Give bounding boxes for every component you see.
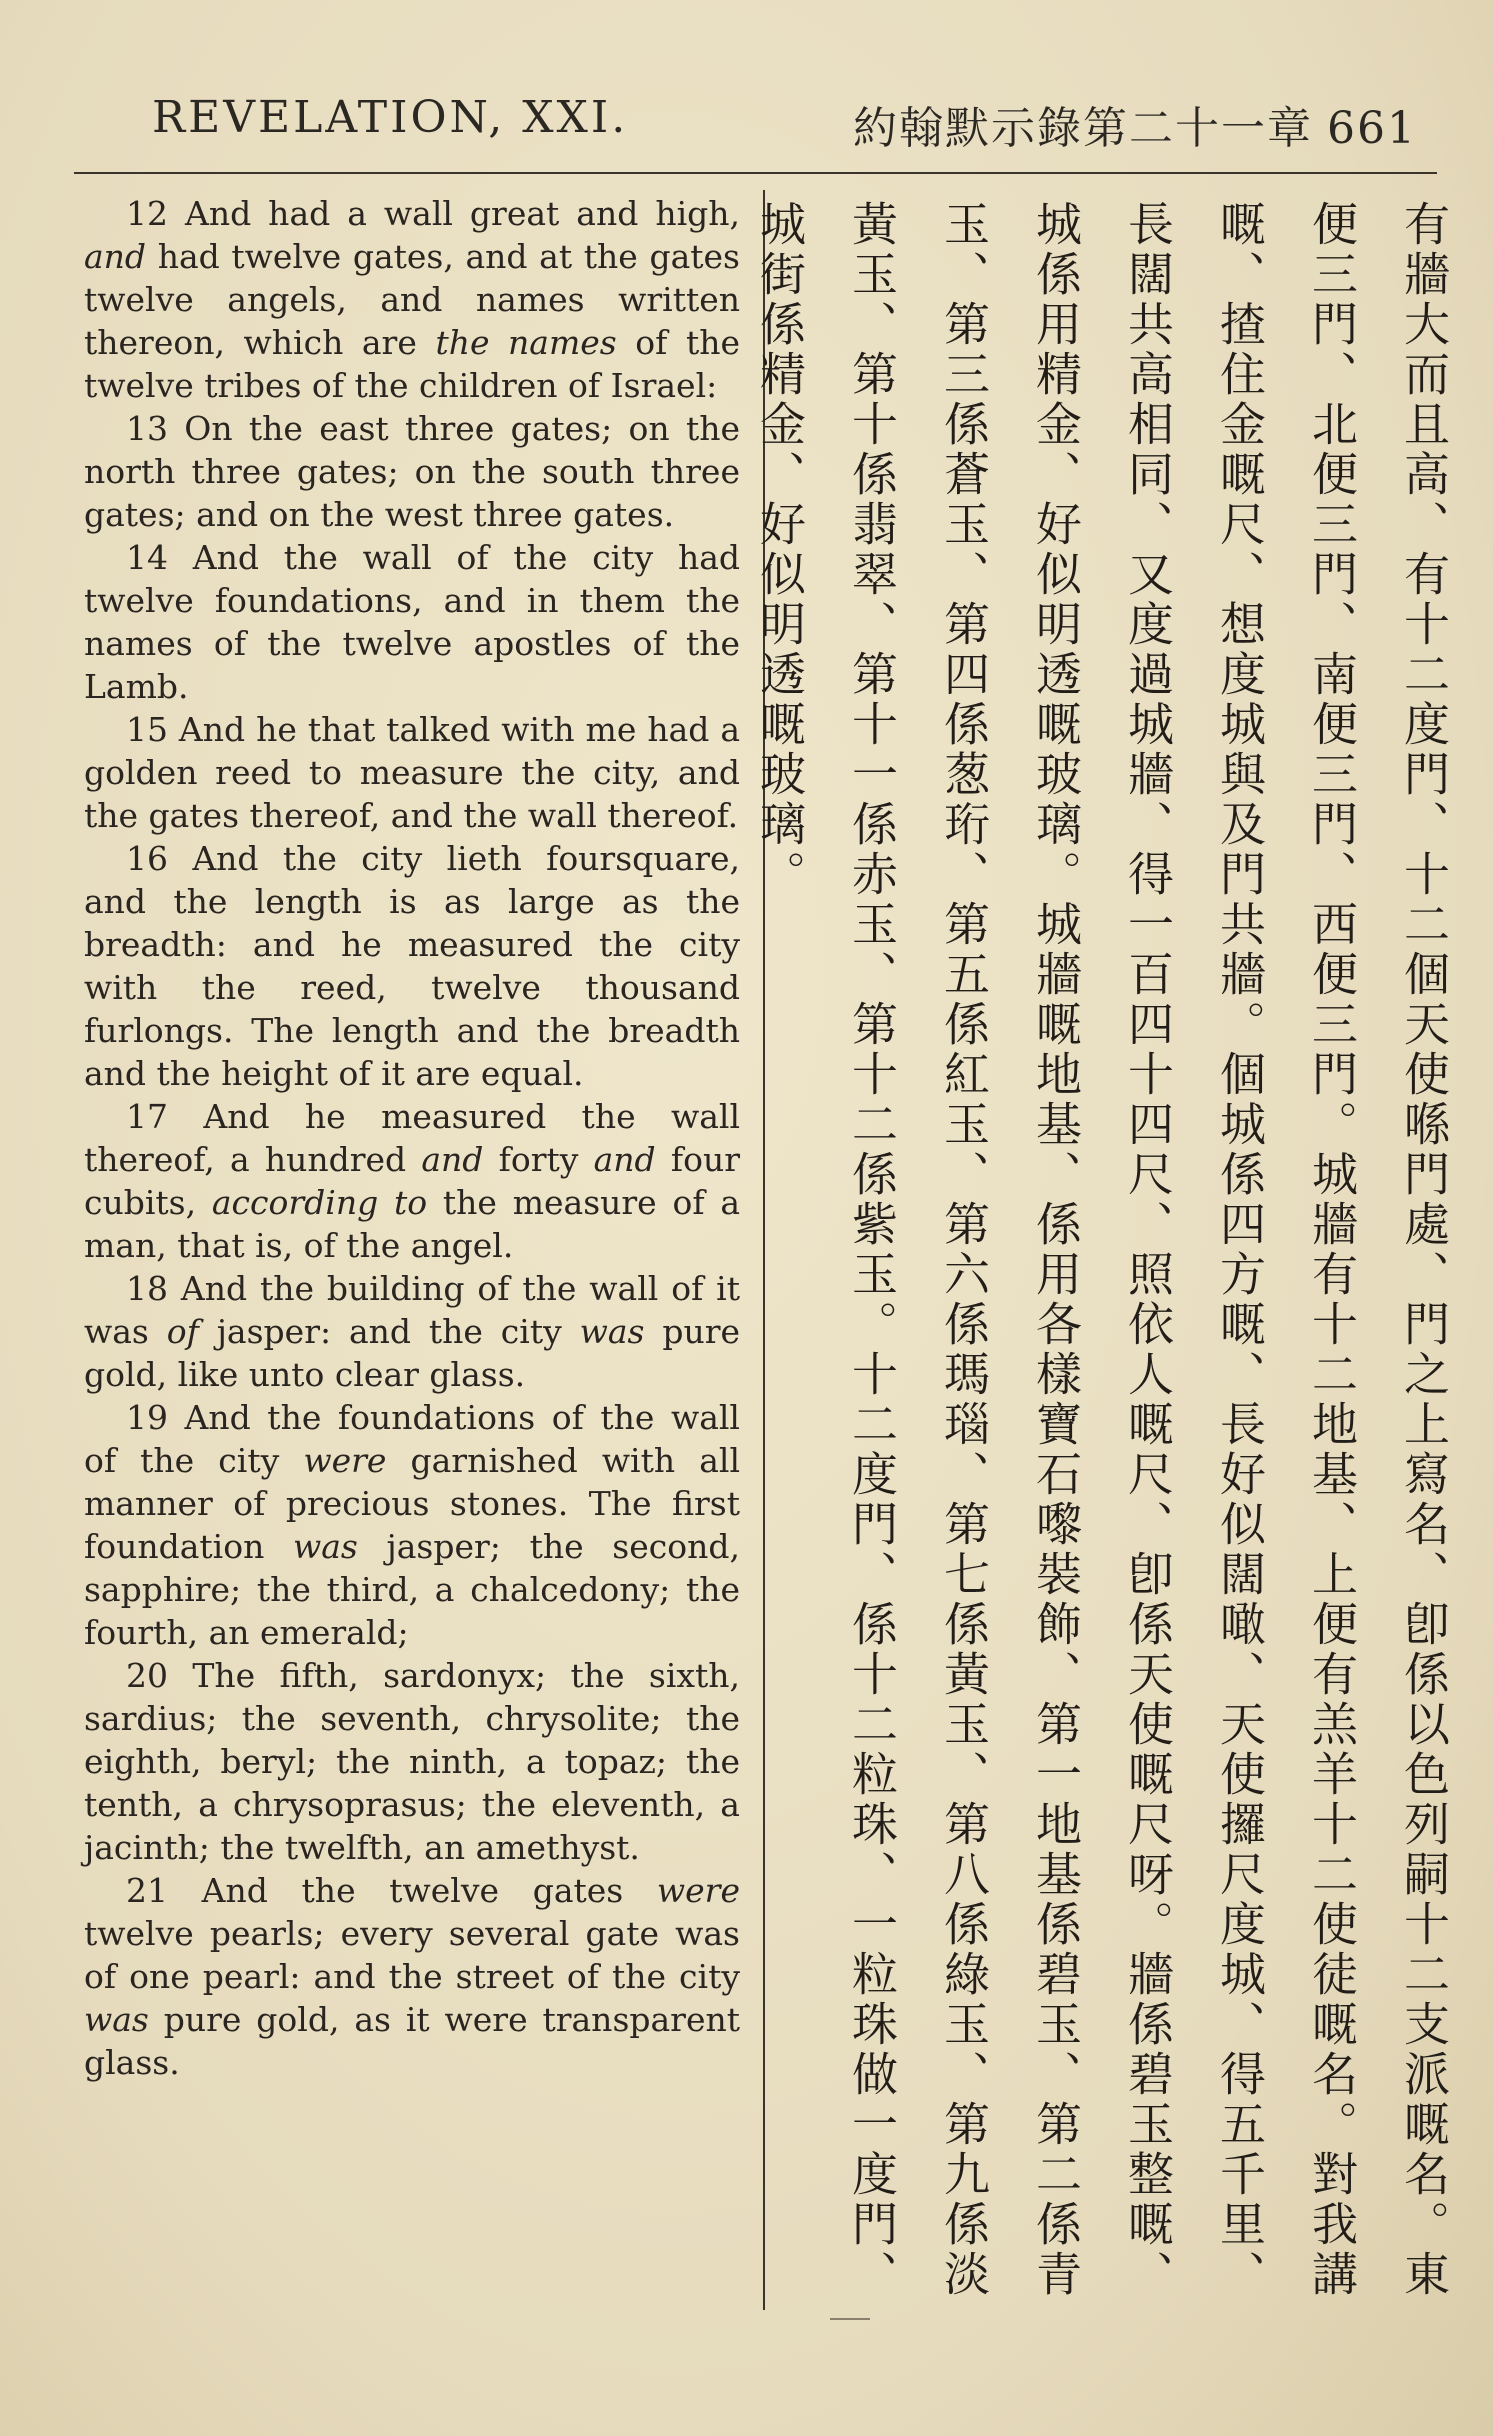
verse-text: had twelve gates, and at the gates twelve angels, and names written thereon, which are [84, 237, 740, 362]
verse-text: 21 And the twelve gates [126, 1871, 657, 1910]
verse-text: and [84, 237, 147, 276]
chinese-column [753, 200, 1470, 2300]
verse-text: were [656, 1871, 740, 1910]
verse-text: were [303, 1441, 387, 1480]
page-number: 661 [1327, 103, 1417, 154]
verse-text: the names [435, 323, 617, 362]
verse-15 [84, 708, 740, 837]
verse-18 [84, 1267, 740, 1396]
verse-text: 13 On the east three gates; on the north three gates; on the south three gates; and on the west three gates. [84, 409, 740, 534]
verse-text: jasper: and the city [198, 1312, 580, 1351]
verse-text: twelve pearls; every several gate was of one pearl: and the street of the city [84, 1914, 740, 1996]
verse-13 [84, 407, 740, 536]
header-rule [74, 172, 1437, 174]
verse-19 [84, 1396, 740, 1654]
verse-text: garnished with all manner of precious stones. The first foundation [84, 1441, 740, 1566]
english-column [84, 192, 740, 2084]
verse-text: 19 And the foundations of the wall of the city [84, 1398, 740, 1480]
verse-text: 14 And the wall of the city had twelve foundations, and in them the names of the twelve apostles of the Lamb. [84, 538, 740, 706]
verse-14 [84, 536, 740, 708]
verse-17 [84, 1095, 740, 1267]
verse-text: 12 And had a wall great and high, [126, 194, 740, 233]
verse-text: the measure of a man, that is, of the angel. [84, 1183, 740, 1265]
verse-text: jasper; the second, sapphire; the third, a chalcedony; the fourth, an emerald; [84, 1527, 740, 1652]
verse-text: 18 And the building of the wall of it was [84, 1269, 740, 1351]
verse-text: pure gold, like unto clear glass. [84, 1312, 741, 1394]
verse-text: of [166, 1312, 199, 1351]
chinese-passage: 有牆大而且高、有十二度門、十二個天使喺門處、門之上寫名、卽係以色列嗣十二支派嘅名。東便三門、北便三門、南便三門、西便三門。城牆有十二地基、上便有羔羊十二使徒嘅名。對我講嘅、揸住金嘅尺、想度城與及門共牆。個城係四方嘅、長好似闊噉、天使攞尺度城、得五千里、長闊共高相同、又度過城牆、得一百四十四尺、照依人嘅尺、卽係天使嘅尺呀。牆係碧玉整嘅、城係用精金、好似明透嘅玻璃。城牆嘅地基、係用各樣寶石嚟裝飾、第一地基係碧玉、第二係青玉、第三係蒼玉、第四係葱珩、第五係紅玉、第六係瑪瑙、第七係黃玉、第八係綠玉、第九係淡黃玉、第十係翡翠、第十一係赤玉、第十二係紫玉。十二度門、係十二粒珠、一粒珠做一度門、城街係精金、好似明透嘅玻璃。 [753, 200, 1451, 2300]
verse-text: 17 And he measured the wall thereof, a hundred [84, 1097, 740, 1179]
bottom-mark [830, 2318, 870, 2320]
running-head-english: REVELATION, XXI. [152, 92, 629, 143]
verse-21 [84, 1869, 740, 2084]
verse-text: and [593, 1140, 656, 1179]
chinese-chapter-title: 約翰默示錄第二十一章 [853, 103, 1314, 154]
verse-text: 15 And he that talked with me had a golden reed to measure the city, and the gates thereof, and the wall thereof. [84, 710, 740, 835]
verse-text: was [84, 2000, 149, 2039]
verse-text: 16 And the city lieth foursquare, and the length is as large as the breadth: and he measured the city with the reed, twelve thousand furlongs. The length and the breadth and the height of it are equal. [84, 839, 740, 1093]
running-head-chinese [853, 92, 1417, 156]
verse-text: 20 The fifth, sardonyx; the sixth, sardius; the seventh, chrysolite; the eighth, beryl; the ninth, a topaz; the tenth, a chrysoprasus; the eleventh, a jacinth; the twelfth, an amethyst. [84, 1656, 740, 1867]
verse-text: was [293, 1527, 358, 1566]
verse-text: was [579, 1312, 645, 1351]
verse-16 [84, 837, 740, 1095]
verse-12 [84, 192, 740, 407]
verse-text: pure gold, as it were transparent glass. [84, 2000, 740, 2082]
verse-text: four cubits, [84, 1140, 740, 1222]
verse-text: of the twelve tribes of the children of Israel: [84, 323, 740, 405]
verse-text: forty [483, 1140, 594, 1179]
verse-text: and [421, 1140, 484, 1179]
verse-20 [84, 1654, 740, 1869]
verse-text: according to [211, 1183, 428, 1222]
